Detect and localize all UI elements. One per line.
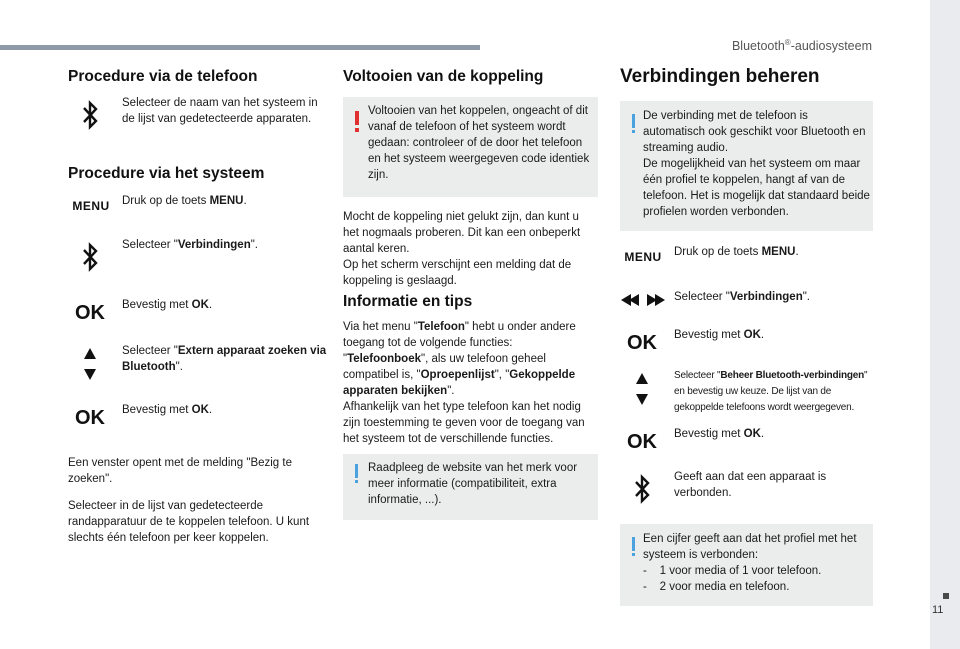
bluetooth-icon [76,98,104,132]
retry-paragraph: Mocht de koppeling niet gelukt zijn, dan kunt u het nogmaals proberen. Dit kan een onbeperkt aantal keren. Op het scherm verschijnt een melding dat de koppeling is geslaagd. [343,211,581,287]
header-title: Bluetooth®-audiosysteem [731,38,872,54]
phone-step-text: Selecteer de naam van het systeem in de lijst van gedetecteerde apparaten. [122,97,318,125]
manage-step-2: Selecteer "Verbindingen". [674,291,810,303]
system-step-1: Druk op de toets MENU. [122,195,247,207]
manage-step-6: Geeft aan dat een apparaat is verbonden. [674,471,827,499]
ok-button-icon: OK [627,430,657,453]
info-icon [355,464,358,478]
profile-info-text: Een cijfer geeft aan dat het profiel met het systeem is verbonden: - 1 voor media of 1 voor telefoon. - 2 voor media en telefoon. [643,533,857,593]
heading-info-tips: Informatie en tips [343,293,473,310]
menu-button-icon: MENU [624,250,662,264]
info-paragraph: Via het menu "Telefoon" hebt u onder andere toegang tot de volgende functies: "Telefoonboek", als uw telefoon geheel compatibel is, "Oproepenlijst", "Gekoppelde apparaten bekijken". Afhankelijk van het type telefoon kan het nodig zijn toestemming te geven voor de toegang van het systeem tot de verschillende functies. [343,321,585,445]
heading-procedure-system: Procedure via het systeem [68,165,265,182]
info-box [620,101,873,231]
manage-step-1: Druk op de toets MENU. [674,246,799,258]
searching-paragraph: Een venster opent met de melding "Bezig te zoeken". [68,457,292,485]
info-icon [632,114,635,128]
system-step-3: Bevestig met OK. [122,299,213,311]
heading-procedure-phone: Procedure via de telefoon [68,68,258,85]
menu-button-icon: MENU [72,199,110,213]
select-device-paragraph: Selecteer in de lijst van gedetecteerde randapparatuur de te koppelen telefoon. U kunt slechts één telefoon per keer koppelen. [68,500,310,544]
up-down-arrows-icon [80,346,100,382]
header-bar [0,45,480,50]
page-number: 11 [932,604,944,616]
ok-button-icon: OK [75,301,105,324]
note-text: Raadpleeg de website van het merk voor meer informatie (compatibiliteit, extra informatie, ...). [368,462,578,506]
system-step-5: Bevestig met OK. [122,404,213,416]
system-step-4: Selecteer "Extern apparaat zoeken via Bluetooth". [122,345,327,373]
ok-button-icon: OK [627,331,657,354]
ok-button-icon: OK [75,406,105,429]
page-marker [943,593,949,599]
manage-step-4: Selecteer "Beheer Bluetooth-verbindingen" en bevestig uw keuze. De lijst van de gekoppelde telefoons wordt weergegeven. [674,370,868,413]
warning-box [343,97,598,197]
profile-info-box [620,524,873,606]
info-icon [632,537,635,551]
heading-complete-pairing: Voltooien van de koppeling [343,68,544,85]
up-down-arrows-icon [632,371,652,407]
bluetooth-icon [76,240,104,274]
side-strip [930,0,960,649]
system-step-2: Selecteer "Verbindingen". [122,239,258,251]
bluetooth-icon [628,472,656,506]
heading-manage-connections: Verbindingen beheren [620,66,820,87]
info-note-box [343,454,598,520]
info-box-text: De verbinding met de telefoon is automatisch ook geschikt voor Bluetooth en streaming audio. De mogelijkheid van het systeem om maar één profiel te koppelen, hangt af van de telefoon. Het is mogelijk dat standaard beide profielen worden verbonden. [643,110,870,218]
warning-text: Voltooien van het koppelen, ongeacht of dit vanaf de telefoon of het systeem wordt gedaan: controleer of de door het telefoon en het systeem weergegeven code identiek zijn. [368,105,590,181]
manage-step-3: Bevestig met OK. [674,329,765,341]
manage-step-5: Bevestig met OK. [674,428,765,440]
left-right-arrows-icon [620,292,666,308]
warning-icon [355,111,359,125]
